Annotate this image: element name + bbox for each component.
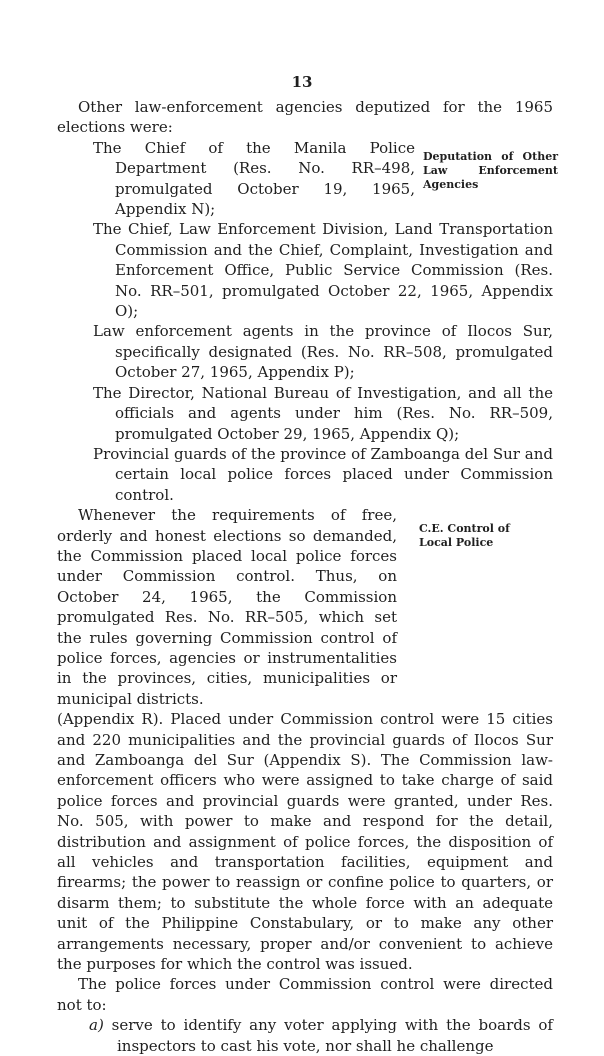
directives-list	[77, 1015, 553, 1056]
list-item	[77, 1015, 553, 1056]
list-item: Provincial guards of the province of Zamboanga del Sur and certain local police forces placed under Commission control.	[93, 444, 553, 504]
directed-intro-paragraph: The police forces under Commission control were directed not to:	[57, 975, 553, 1014]
margin-note-deputation-line1: Deputation of Other	[423, 150, 558, 163]
list-item: The Chief of the Manila Police Department (Res. No. RR–498, promulgated October 19, 1965, Appendix N);	[93, 138, 415, 219]
page-number: 13	[291, 73, 313, 91]
directive-marker: a)	[89, 1016, 104, 1035]
control-paragraph-rest: (Appendix R). Placed under Commission control were 15 cities and 220 municipalities and the provincial guards of Ilocos Sur and Zamboanga del Sur (Appendix S). The Commission law-enforcement officers who were assigned to take charge of said police forces and provincial guards were granted, under Res. No. 505, with power to make and respond for the detail, distribution and assignment of police forces, the disposition of all vehicles and transportation facilities, equipment and firearms; the power to reassign or confine police to quarters, or disarm them; to substitute the whole force with an adequate unit of the Philippine Constabulary, or to make any other arrangements necessary, proper and/or convenient to achieve the purposes for which the control was issued.	[57, 710, 553, 974]
directive-text: serve to identify any voter applying with the boards of inspectors to cast his vote, nor shall he challenge	[111, 1016, 553, 1055]
intro-paragraph: Other law-enforcement agencies deputized for the 1965 elections were:	[57, 98, 553, 137]
list-item: Law enforcement agents in the province of Ilocos Sur, specifically designated (Res. No. RR–508, promulgated October 27, 1965, Appendix P);	[93, 322, 553, 382]
deputized-agencies-list	[93, 138, 553, 505]
body-text	[57, 97, 553, 1056]
margin-note-control-line1: C.E. Control of	[419, 522, 510, 535]
list-item: The Director, National Bureau of Investigation, and all the officials and agents under him (Res. No. RR–509, promulgated October 29, 1965, Appendix Q);	[93, 383, 553, 443]
margin-note-control-line2: Local Police	[419, 536, 494, 549]
margin-note-deputation-line2: Law Enforcement	[423, 164, 558, 177]
list-item: The Chief, Law Enforcement Division, Land Transportation Commission and the Chief, Complaint, Investigation and Enforcement Office, Public Service Commission (Res. No. RR–501, promulgated October 22, 1965, Appendix O);	[93, 220, 553, 321]
margin-note-deputation-line3: Agencies	[423, 178, 479, 191]
control-paragraph-start: Whenever the requirements of free, orderly and honest elections so demanded, the Commission placed local police forces under Commission control. Thus, on October 24, 1965, the Commission promulgated Res. No. RR–505, which set the rules governing Commission control of police forces, agencies or instrumentalities in the provinces, cities, municipalities or municipal districts.	[57, 506, 397, 708]
